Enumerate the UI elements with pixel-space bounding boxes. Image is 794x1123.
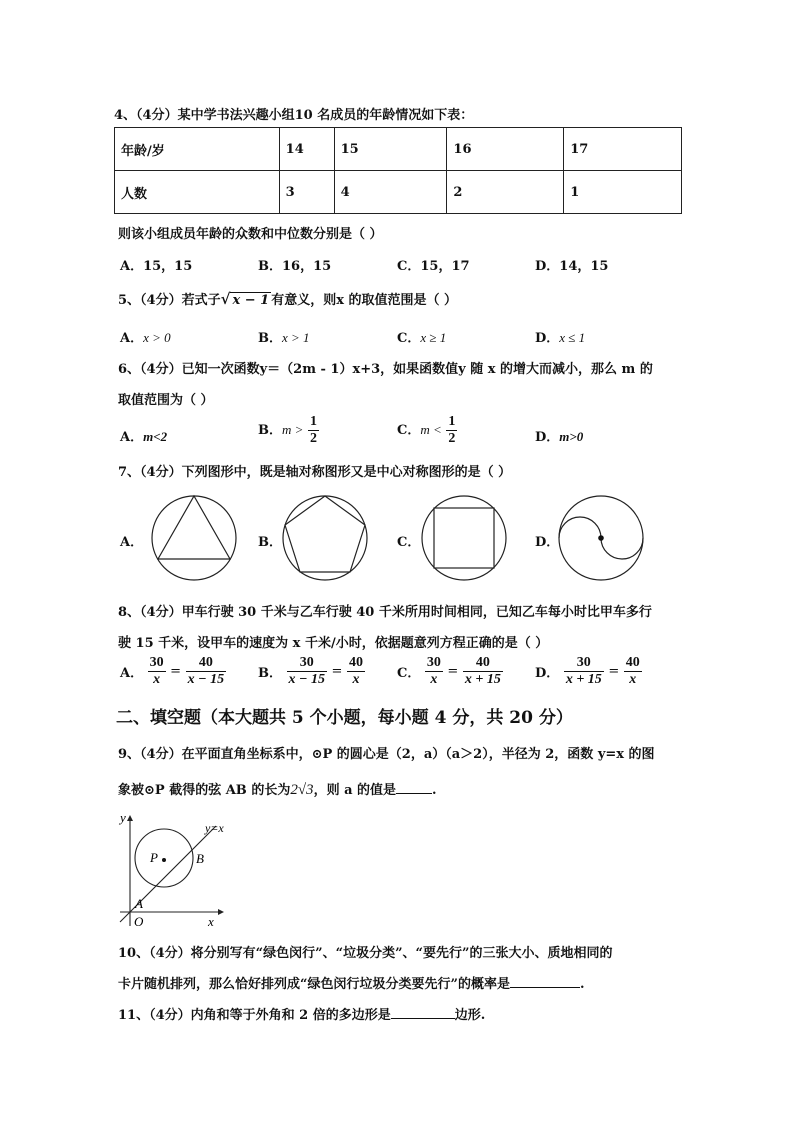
q5-option-c: C．x ≥ 1 [397, 330, 447, 346]
q6-option-a: A．m<2 [120, 429, 168, 445]
q6-option-c: C．m < $\frac{1}{2}$ [397, 414, 456, 446]
q7-stem: 7、（4分）下列图形中，既是轴对称图形又是中心对称图形的是（ ） [118, 465, 512, 480]
fraction: $\frac{30}{x + 15}$ [565, 655, 602, 687]
fraction: $\frac{40}{x}$ [625, 655, 640, 687]
table-cell: 17 [564, 128, 682, 171]
q7-figure-d-circle-s-curve [557, 494, 645, 582]
q8-option-b: B． $\frac{30}{x - 15}$ = $\frac{40}{x}$ [258, 655, 363, 687]
q8-option-d: D． $\frac{30}{x + 15}$ = $\frac{40}{x}$ [535, 655, 640, 687]
q7-figure-a-circle-triangle [150, 494, 238, 582]
q8-line1: 8、（4分）甲车行驶 30 千米与乙车行驶 40 千米所用时间相同，已知乙车每小时比甲车多行 [118, 605, 652, 620]
q5-option-b: B．x > 1 [258, 330, 310, 346]
x-axis-label: x [208, 914, 214, 929]
q4-option-a: A．15，15 [120, 259, 193, 274]
answer-blank[interactable] [510, 974, 580, 988]
q7-option-d-label: D． [535, 535, 560, 550]
q6-line1: 6、（4分）已知一次函数y＝（2m - 1）x+3，如果函数值y 随 x 的增大而减小，那么 m 的 [118, 362, 653, 377]
q4-option-b: B．16，15 [258, 259, 332, 274]
fraction: $\frac{40}{x}$ [348, 655, 363, 687]
q5-option-a: A．x > 0 [120, 330, 171, 346]
fraction: $\frac{30}{x}$ [426, 655, 441, 687]
q4-stem: 4、（4分）某中学书法兴趣小组10 名成员的年龄情况如下表： [114, 108, 474, 123]
line-label: y=x [205, 821, 224, 835]
q5-stem-before: 5、（4分）若式子 [118, 293, 221, 308]
q8-option-a: A． $\frac{30}{x}$ = $\frac{40}{x - 15}$ [120, 655, 225, 687]
q10-line1: 10、（4分）将分别写有“绿色闵行”、“垃圾分类”、“要先行”的三张大小、质地相同的 [118, 946, 613, 961]
table-cell: 4 [334, 171, 447, 214]
chord-value: 2√3 [290, 782, 314, 798]
table-cell: 1 [564, 171, 682, 214]
table-cell: 人数 [115, 171, 280, 214]
point-a-label: A [135, 896, 143, 911]
q7-option-c-label: C． [397, 535, 421, 550]
q5-stem-after: 有意义，则x 的取值范围是（ ） [271, 293, 458, 308]
q7-figure-c-circle-square [420, 494, 508, 582]
table-row [115, 171, 682, 214]
y-axis-label: y [120, 810, 126, 825]
q8-line2: 驶 15 千米，设甲车的速度为 x 千米/小时，依据题意列方程正确的是（ ） [118, 636, 549, 651]
table-cell: 15 [334, 128, 447, 171]
center-label: P [150, 850, 158, 865]
q6-option-b: B．m > $\frac{1}{2}$ [258, 414, 317, 446]
q6-option-d: D．m>0 [535, 429, 584, 445]
fraction: $\frac{30}{x}$ [149, 655, 164, 687]
table-cell: 2 [447, 171, 564, 214]
q11-stem: 11、（4分）内角和等于外角和 2 倍的多边形是 边形. [118, 1004, 485, 1023]
q9-coordinate-figure [112, 808, 236, 932]
table-row [115, 128, 682, 171]
answer-blank[interactable] [391, 1005, 455, 1019]
q4-option-d: D．14，15 [535, 259, 609, 274]
fraction: $\frac{30}{x - 15}$ [288, 655, 326, 687]
q4-question: 则该小组成员年龄的众数和中位数分别是（ ） [118, 227, 383, 242]
q9-line1: 9、（4分）在平面直角坐标系中，⊙P 的圆心是（2，a）（a＞2），半径为 2，函数 y=x 的图 [118, 747, 655, 762]
q4-option-c: C．15，17 [397, 259, 470, 274]
q8-option-c: C． $\frac{30}{x}$ = $\frac{40}{x + 15}$ [397, 655, 501, 687]
fraction: $\frac{1}{2}$ [309, 414, 317, 446]
fraction: $\frac{1}{2}$ [448, 414, 456, 446]
fraction: $\frac{40}{x + 15}$ [464, 655, 501, 687]
table-cell: 16 [447, 128, 564, 171]
q7-figure-b-circle-pentagon [281, 494, 369, 582]
q7-option-b-label: B． [258, 535, 282, 550]
q5-radicand: x − 1 [232, 293, 270, 308]
q6-line2: 取值范围为（ ） [118, 393, 214, 408]
q9-line2: 象被⊙P 截得的弦 AB 的长为2√3，则 a 的值是 . [118, 782, 437, 798]
answer-blank[interactable] [396, 780, 432, 794]
table-cell: 年龄/岁 [115, 128, 280, 171]
q7-option-a-label: A． [120, 535, 144, 550]
age-table [114, 127, 682, 214]
origin-label: O [134, 914, 144, 929]
table-cell: 14 [279, 128, 334, 171]
q5-option-d: D．x ≤ 1 [535, 330, 586, 346]
fraction: $\frac{40}{x - 15}$ [187, 655, 225, 687]
table-cell: 3 [279, 171, 334, 214]
q5-stem: 5、（4分）若式子√ x − 1 有意义，则x 的取值范围是（ ） [118, 290, 458, 308]
point-b-label: B [196, 851, 204, 866]
q10-line2: 卡片随机排列，那么恰好排列成“绿色闵行垃圾分类要先行”的概率是 . [118, 973, 585, 992]
section-heading: 二、填空题（本大题共 5 个小题，每小题 4 分，共 20 分） [116, 708, 573, 728]
